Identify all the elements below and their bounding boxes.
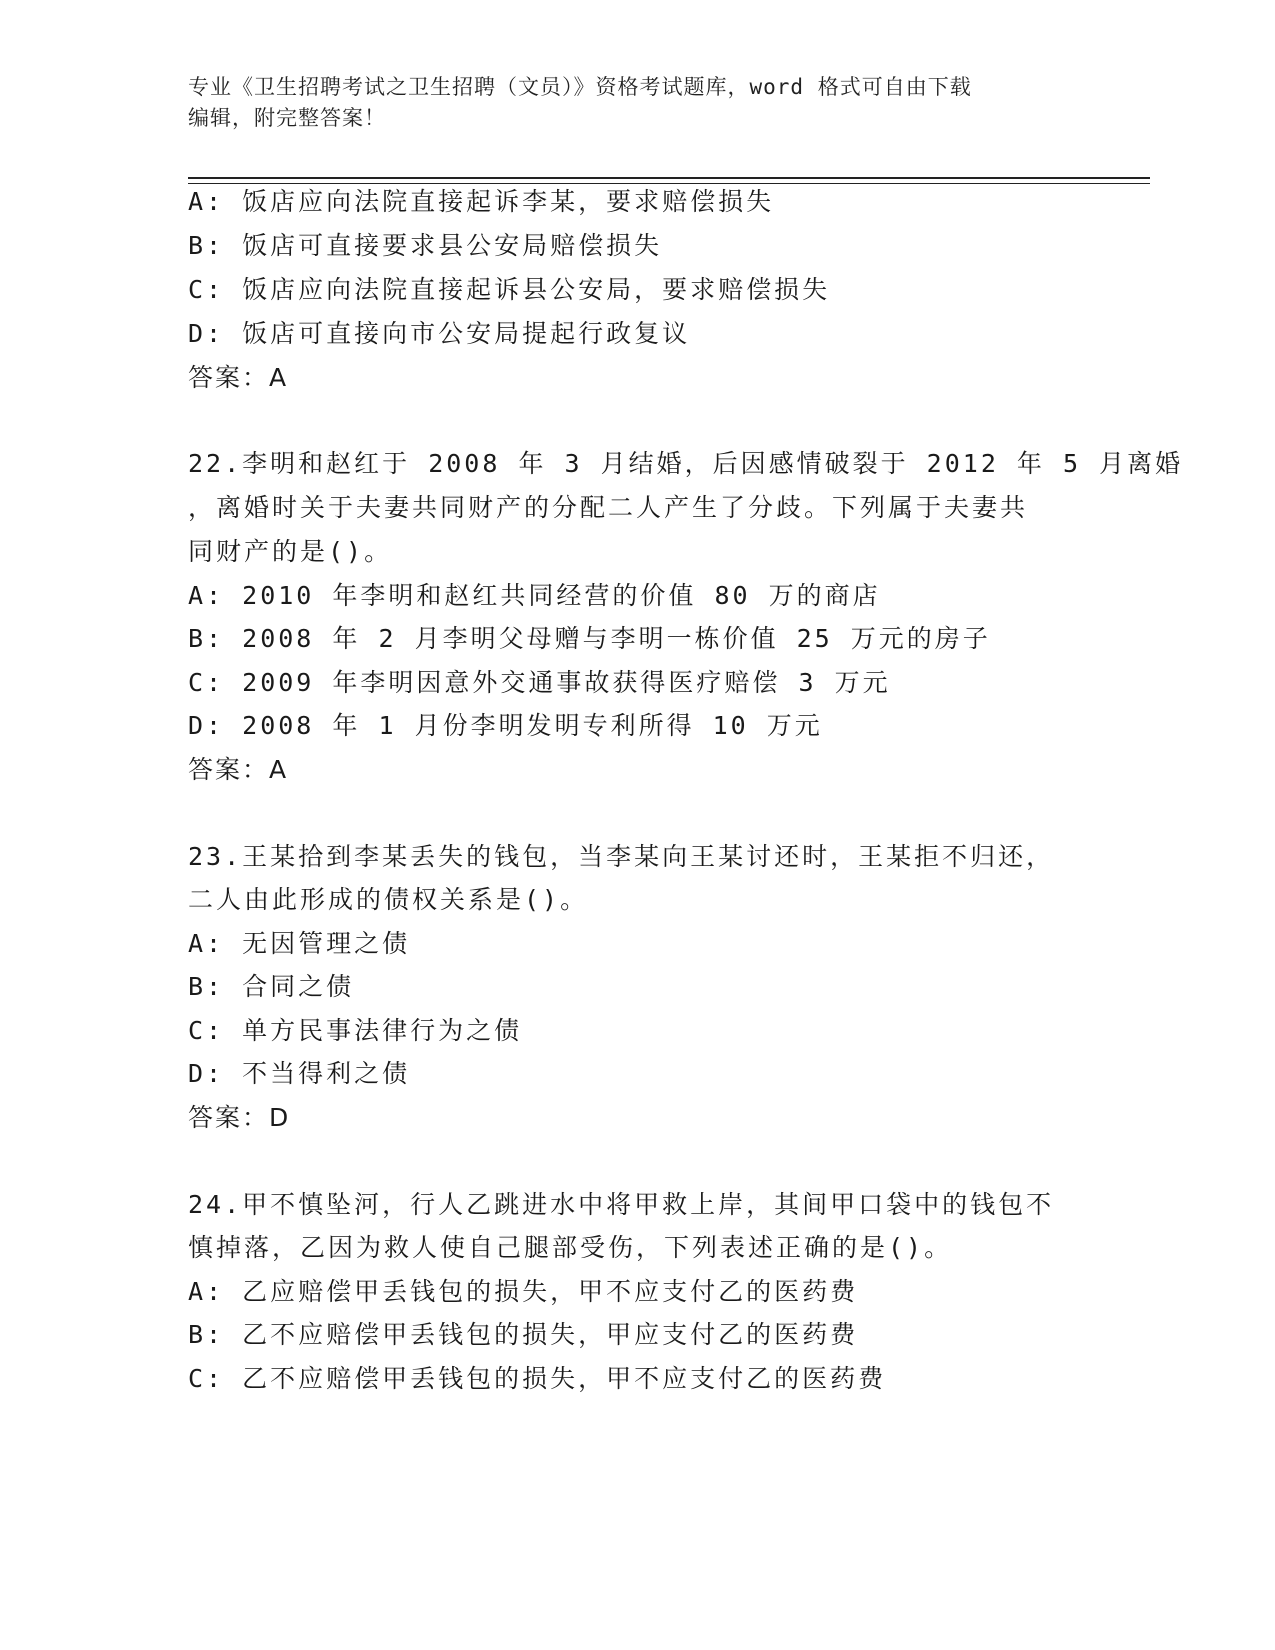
q23-option-b: B: 合同之债: [188, 972, 355, 1001]
q24-option-a: A: 乙应赔偿甲丢钱包的损失，甲不应支付乙的医药费: [188, 1277, 859, 1306]
q22-option-c: C: 2009 年李明因意外交通事故获得医疗赔偿 3 万元: [188, 668, 891, 697]
q23-option-c: C: 单方民事法律行为之债: [188, 1016, 523, 1045]
q21-option-c: C: 饭店应向法院直接起诉县公安局，要求赔偿损失: [188, 275, 831, 304]
header-divider-thick: [188, 177, 1150, 179]
q22-stem-line-1: 22.李明和赵红于 2008 年 3 月结婚，后因感情破裂于 2012 年 5 月离婚: [188, 449, 1184, 478]
q21-option-d: D: 饭店可直接向市公安局提起行政复议: [188, 319, 691, 348]
q23-option-d: D: 不当得利之债: [188, 1059, 411, 1088]
q24-stem-line-2: 慎掉落，乙因为救人使自己腿部受伤，下列表述正确的是()。: [188, 1233, 953, 1262]
q21-option-b: B: 饭店可直接要求县公安局赔偿损失: [188, 231, 663, 260]
q22-option-a: A: 2010 年李明和赵红共同经营的价值 80 万的商店: [188, 581, 881, 610]
header-line-2: 编辑，附完整答案！: [188, 106, 386, 130]
q21-answer: 答案：A: [188, 363, 289, 392]
header-divider-thin: [188, 183, 1150, 184]
q24-stem-line-1: 24.甲不慎坠河，行人乙跳进水中将甲救上岸，其间甲口袋中的钱包不: [188, 1190, 1055, 1219]
q23-answer: 答案：D: [188, 1103, 291, 1132]
q23-option-a: A: 无因管理之债: [188, 929, 411, 958]
q22-option-d: D: 2008 年 1 月份李明发明专利所得 10 万元: [188, 711, 823, 740]
q24-option-b: B: 乙不应赔偿甲丢钱包的损失，甲应支付乙的医药费: [188, 1320, 859, 1349]
q22-answer: 答案：A: [188, 755, 289, 784]
q24-option-c: C: 乙不应赔偿甲丢钱包的损失，甲不应支付乙的医药费: [188, 1364, 887, 1393]
q22-stem-line-3: 同财产的是()。: [188, 537, 393, 566]
q21-option-a: A: 饭店应向法院直接起诉李某，要求赔偿损失: [188, 187, 775, 216]
q23-stem-line-1: 23.王某拾到李某丢失的钱包，当李某向王某讨还时，王某拒不归还，: [188, 842, 1055, 871]
q23-stem-line-2: 二人由此形成的债权关系是()。: [188, 885, 589, 914]
header-line-1: 专业《卫生招聘考试之卫生招聘（文员）》资格考试题库，word 格式可自由下载: [188, 75, 972, 99]
q22-option-b: B: 2008 年 2 月李明父母赠与李明一栋价值 25 万元的房子: [188, 624, 991, 653]
document-header: [188, 72, 1088, 134]
q22-stem-line-2: ，离婚时关于夫妻共同财产的分配二人产生了分歧。下列属于夫妻共: [188, 493, 1029, 522]
